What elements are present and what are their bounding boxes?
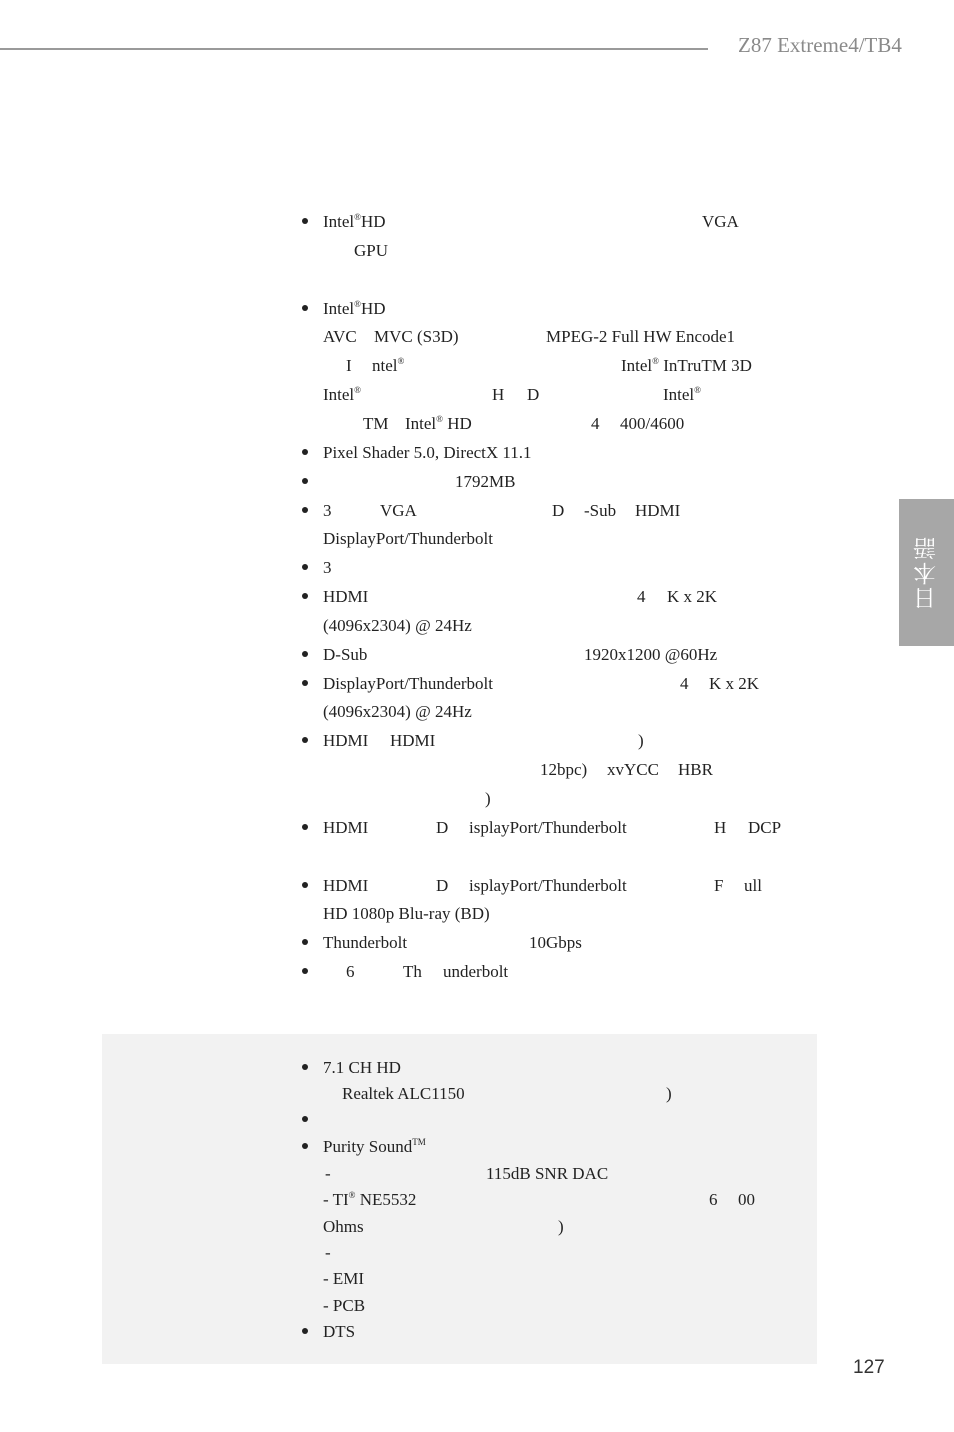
- bullet-icon: [302, 1064, 308, 1070]
- spec-line: isplayPort/Thunderbolt: [469, 818, 627, 837]
- spec-line: 3: [323, 558, 332, 577]
- spec-line: 6: [346, 962, 355, 981]
- bullet-icon: [302, 651, 308, 657]
- spec-line: HDMI: [390, 731, 436, 750]
- spec-line: (4096x2304) @ 24Hz: [323, 702, 472, 721]
- spec-line: Pixel Shader 5.0, DirectX 11.1: [323, 443, 532, 462]
- spec-line: K x 2K: [667, 587, 718, 606]
- spec-line: HDMI: [323, 731, 369, 750]
- spec-line: HD 1080p Blu-ray (BD): [323, 904, 490, 923]
- bullet-icon: [302, 305, 308, 311]
- spec-line: Thunderbolt: [323, 933, 408, 952]
- spec-line: Intel® InTruTM 3D: [621, 356, 752, 375]
- spec-line: 10Gbps: [529, 933, 582, 952]
- bullet-icon: [302, 449, 308, 455]
- spec-line: 3: [323, 501, 332, 520]
- spec-line: TM: [363, 414, 389, 433]
- spec-line: underbolt: [443, 962, 509, 981]
- spec-line: Intel®: [323, 385, 361, 404]
- spec-line: HDMI: [323, 587, 369, 606]
- spec-line: VGA: [702, 212, 739, 231]
- bullet-icon: [302, 939, 308, 945]
- spec-line: -Sub: [584, 501, 617, 520]
- bullet-icon: [302, 478, 308, 484]
- spec-line: 7.1 CH HD: [323, 1058, 401, 1077]
- spec-line: D: [436, 876, 449, 895]
- bullet-icon: [302, 507, 308, 513]
- spec-line: 6: [709, 1190, 718, 1209]
- spec-line: F: [714, 876, 724, 895]
- spec-line: -: [325, 1164, 331, 1183]
- bullet-icon: [302, 737, 308, 743]
- spec-line: - PCB: [323, 1296, 366, 1315]
- spec-line: ): [666, 1084, 672, 1103]
- spec-line: Intel®HD: [323, 299, 386, 318]
- spec-line: Intel®: [663, 385, 701, 404]
- spec-line: D: [436, 818, 449, 837]
- spec-line: xvYCC: [607, 760, 659, 779]
- spec-line: 1920x1200 @60Hz: [584, 645, 718, 664]
- header-rule: [0, 48, 708, 50]
- spec-line: DTS: [323, 1322, 356, 1341]
- spec-line: 4: [637, 587, 646, 606]
- page-number: 127: [853, 1357, 885, 1378]
- spec-line: ): [558, 1217, 564, 1236]
- spec-line: 00: [738, 1190, 755, 1209]
- spec-line: ): [638, 731, 644, 750]
- spec-line: isplayPort/Thunderbolt: [469, 876, 627, 895]
- spec-line: 4: [680, 674, 689, 693]
- bullet-icon: [302, 882, 308, 888]
- spec-line: 115dB SNR DAC: [486, 1164, 609, 1183]
- bullet-icon: [302, 680, 308, 686]
- spec-line: (4096x2304) @ 24Hz: [323, 616, 472, 635]
- bullet-icon: [302, 1328, 308, 1334]
- spec-line: D-Sub: [323, 645, 368, 664]
- spec-line: VGA: [380, 501, 417, 520]
- spec-line: HBR: [678, 760, 713, 779]
- spec-line: HDMI: [323, 876, 369, 895]
- spec-line: ull: [744, 876, 762, 895]
- spec-line: D: [527, 385, 540, 404]
- language-side-tab: [899, 499, 954, 646]
- spec-line: H: [492, 385, 505, 404]
- spec-line: DCP: [748, 818, 782, 837]
- spec-line: AVC: [323, 327, 357, 346]
- spec-line: 1792MB: [455, 472, 516, 491]
- bullet-icon: [302, 968, 308, 974]
- bullet-icon: [302, 1116, 308, 1122]
- language-tab-label: 日本語: [914, 535, 940, 610]
- header-title: Z87 Extreme4/TB4: [738, 33, 902, 57]
- spec-line: 4: [591, 414, 600, 433]
- spec-line: ): [485, 789, 491, 808]
- bullet-icon: [302, 564, 308, 570]
- spec-line: Ohms: [323, 1217, 364, 1236]
- spec-line: Purity Sound™: [323, 1137, 426, 1156]
- spec-line: -: [325, 1243, 331, 1262]
- spec-line: MPEG-2 Full HW Encode1: [546, 327, 736, 346]
- spec-line: MVC (S3D): [374, 327, 459, 346]
- spec-line: K x 2K: [709, 674, 760, 693]
- bullet-icon: [302, 218, 308, 224]
- spec-line: - EMI: [323, 1269, 365, 1288]
- spec-line: Intel®HD: [323, 212, 386, 231]
- bullet-icon: [302, 593, 308, 599]
- spec-line: Realtek ALC1150: [342, 1084, 465, 1103]
- spec-line: HDMI: [635, 501, 681, 520]
- bullet-icon: [302, 1143, 308, 1149]
- spec-line: H: [714, 818, 727, 837]
- spec-line: 12bpc): [540, 760, 588, 779]
- spec-line: - TI® NE5532: [323, 1190, 417, 1209]
- spec-line: I: [346, 356, 352, 375]
- spec-line: DisplayPort/Thunderbolt: [323, 529, 493, 548]
- spec-line: Intel® HD: [405, 414, 472, 433]
- spec-line: GPU: [354, 241, 389, 260]
- spec-line: DisplayPort/Thunderbolt: [323, 674, 493, 693]
- spec-line: 400/4600: [620, 414, 685, 433]
- spec-line: ntel®: [372, 356, 405, 375]
- bullet-icon: [302, 824, 308, 830]
- spec-line: Th: [403, 962, 422, 981]
- spec-line: HDMI: [323, 818, 369, 837]
- spec-line: D: [552, 501, 565, 520]
